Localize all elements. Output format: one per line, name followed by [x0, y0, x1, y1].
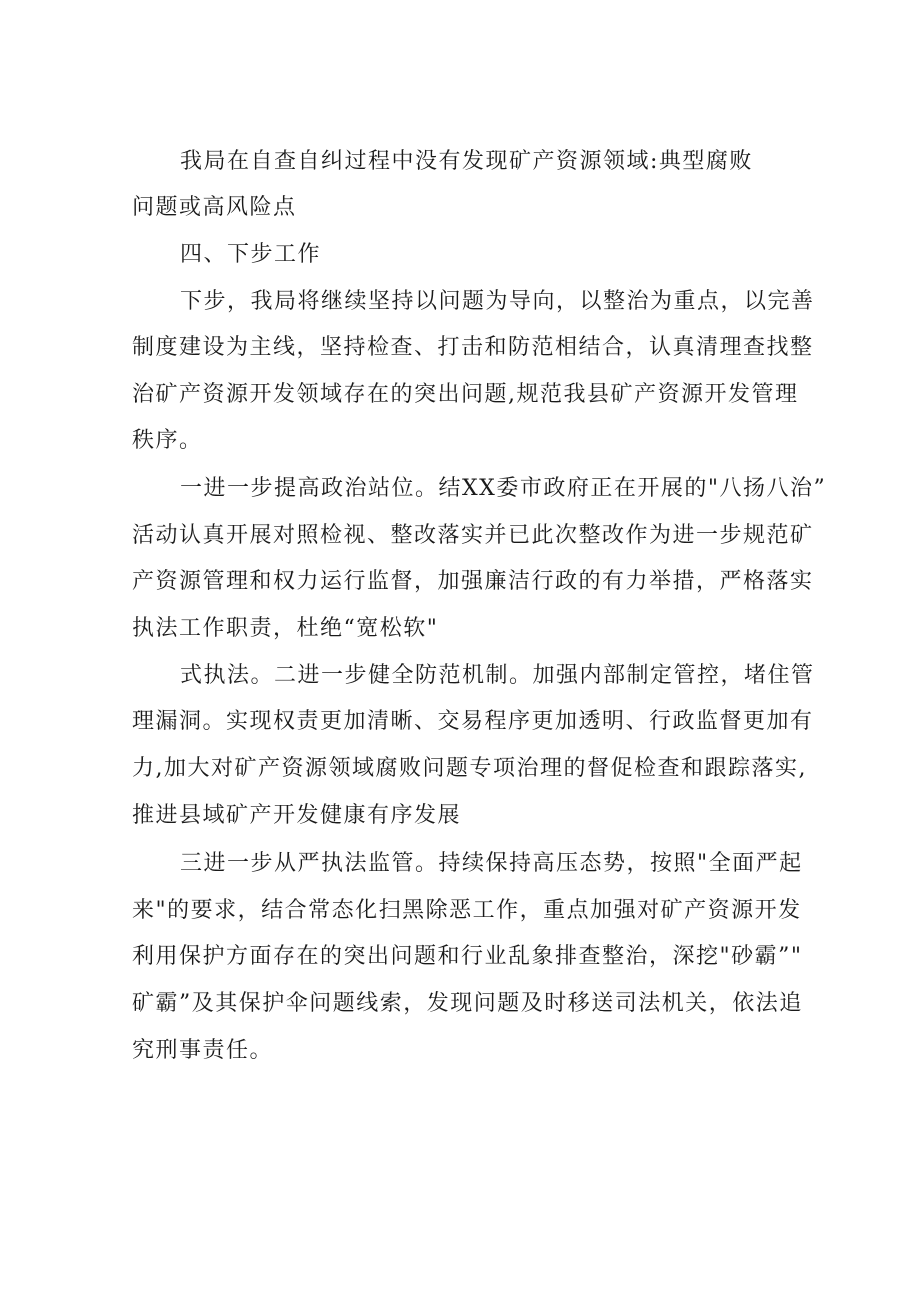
paragraph-2-line-3: 治矿产资源开发领域存在的突出问题,规范我县矿产资源开发管理: [132, 382, 799, 407]
paragraph-1-line-2: 问题或高风险点: [132, 195, 297, 220]
paragraph-3-line-4: 执法工作职责，杜绝“宽松软": [132, 616, 439, 641]
paragraph-3-line-1: 一进一步提高政治站位。结XX委市政府正在开展的"八扬八治”: [180, 476, 827, 501]
paragraph-5-line-3: 利用保护方面存在的突出问题和行业乱象排查整治，深挖"砂霸”": [132, 944, 803, 969]
paragraph-5-line-5: 究刑事责任。: [132, 1038, 274, 1063]
paragraph-4-line-3: 力,加大对矿产资源领域腐败问题专项治理的督促检查和跟踪落实,: [132, 756, 807, 781]
paragraph-4-line-1: 式执法。二进一步健全防范机制。加强内部制定管控，堵住管: [180, 663, 815, 688]
paragraph-3-line-3: 产资源管理和权力运行监督，加强廉洁行政的有力举措，严格落实: [132, 569, 814, 594]
paragraph-4-line-4: 推进县域矿产开发健康有序发展: [132, 803, 462, 828]
paragraph-1-line-1: 我局在自查自纠过程中没有发现矿产资源领域:典型腐败: [180, 149, 753, 174]
paragraph-3-line-2: 活动认真开展对照检视、整改落实并已此次整改作为进一步规范矿: [132, 523, 814, 548]
paragraph-2-line-4: 秩序。: [132, 428, 203, 453]
paragraph-5-line-2: 来"的要求，结合常态化扫黑除恶工作，重点加强对矿产资源开发: [132, 898, 802, 923]
paragraph-4-line-2: 理漏洞。实现权责更加清晰、交易程序更加透明、行政监督更加有: [132, 709, 814, 734]
paragraph-5-line-1: 三进一步从严执法监管。持续保持高压态势，按照"全面严起: [180, 851, 803, 876]
paragraph-2-line-1: 下步，我局将继续坚持以问题为导向，以整治为重点，以完善: [180, 289, 815, 314]
paragraph-5-line-4: 矿霸”及其保护伞问题线索，发现问题及时移送司法机关，依法追: [132, 991, 803, 1016]
paragraph-2-line-2: 制度建设为主线，坚持检查、打击和防范相结合，认真清理查找整: [132, 335, 814, 360]
section-heading: 四、下步工作: [180, 242, 322, 267]
